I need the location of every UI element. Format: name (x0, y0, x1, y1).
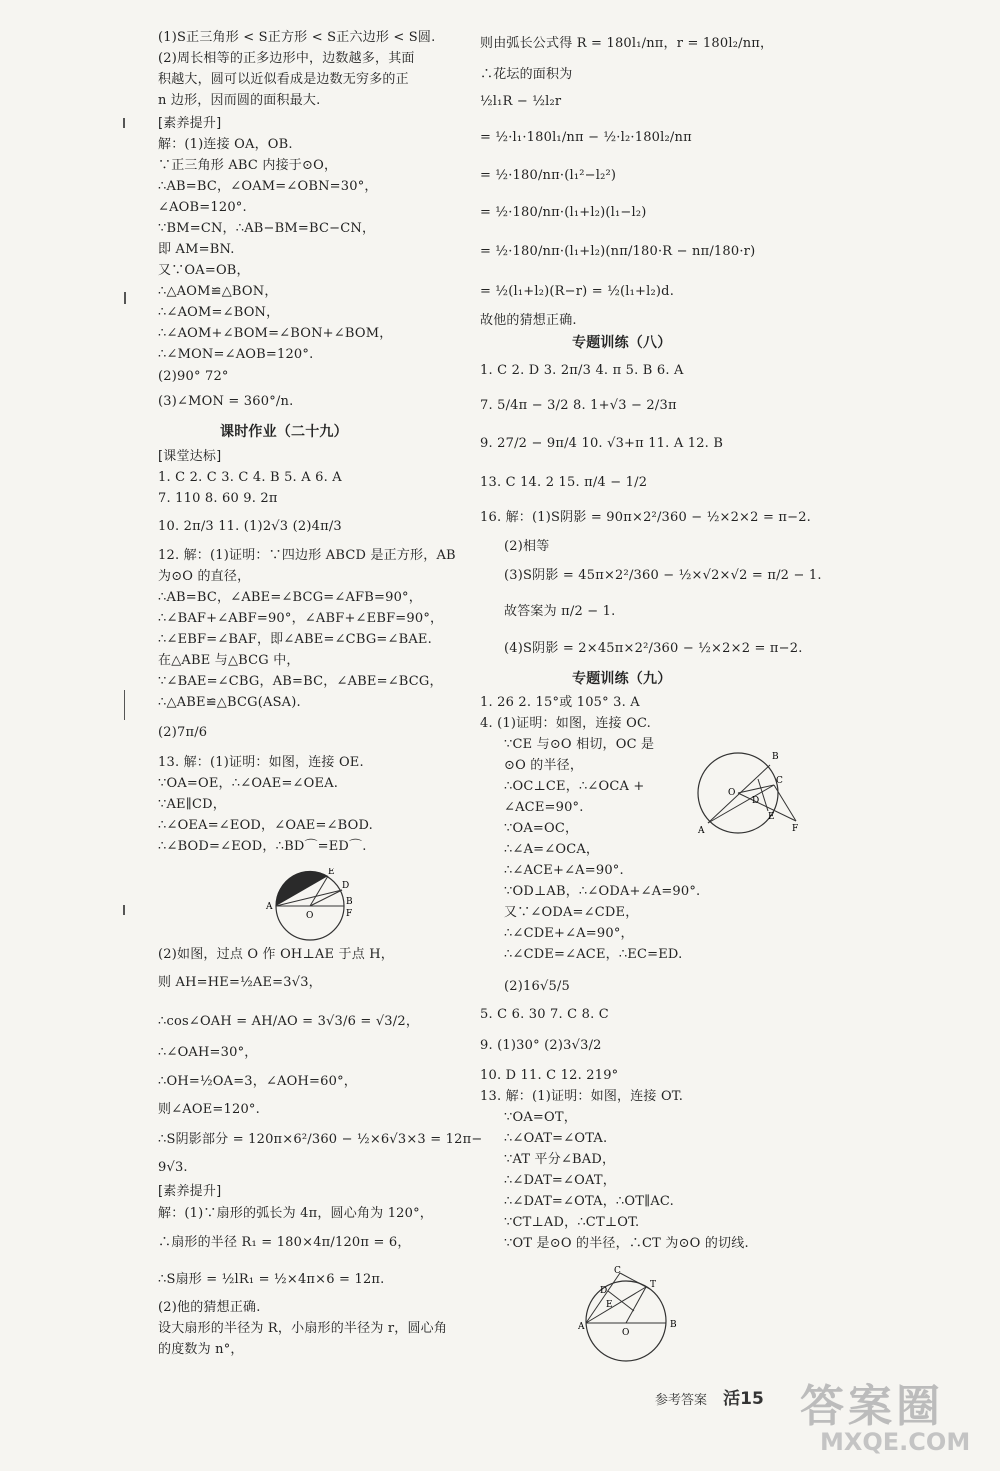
page-number: 活15 (723, 1389, 764, 1409)
answer-line: ∴∠DAT=∠OTA，∴OT∥AC. (504, 1194, 674, 1209)
answer-line: 9. 27/2 − 9π/4 10. √3+π 11. A 12. B (480, 436, 724, 451)
answer-line: = ½·l₁·180l₁/nπ − ½·l₂·180l₂/nπ (480, 130, 692, 145)
fig1-label: D (342, 881, 350, 891)
answer-line: ∴cos∠OAH = AH/AO = 3√3/6 = √3/2， (158, 1014, 420, 1029)
page-footer (655, 1384, 764, 1409)
figure-circle-tangent (688, 745, 804, 841)
fig3-label: T (650, 1280, 657, 1290)
fig3-label: O (622, 1328, 630, 1338)
answer-line: 为⊙O 的直径， (158, 569, 251, 584)
fig2-label: A (698, 826, 705, 836)
answer-line: 解：(1)∵扇形的弧长为 4π，圆心角为 120°， (158, 1206, 434, 1221)
footer-label: 参考答案 (655, 1393, 708, 1408)
fig2-label: O (728, 788, 736, 798)
answer-line: 10. D 11. C 12. 219° (480, 1068, 619, 1083)
answer-line: ∴∠CDE=∠ACE，∴EC=ED. (504, 947, 683, 962)
answer-line: ∴△ABE≌△BCG(ASA). (158, 695, 301, 710)
fig2-label: D (752, 796, 760, 806)
watermark-url: MXQE.COM (820, 1428, 971, 1456)
answer-line: 又∵∠ODA=∠CDE， (504, 905, 639, 920)
answer-line: ∴∠EBF=∠BAF，即∠ABE=∠CBG=∠BAE. (158, 632, 432, 647)
answer-line: (4)S阴影 = 2×45π×2²/360 − ½×2×2 = π−2. (504, 641, 803, 656)
fig2-label: B (772, 752, 779, 762)
figure-circle-shaded-segment (258, 868, 358, 942)
answer-line: (1)S正三角形 < S正方形 < S正六边形 < S圆. (158, 30, 436, 45)
answer-line: ∵∠BAE=∠CBG，AB=BC，∠ABE=∠BCG， (158, 674, 443, 689)
answer-line: ∴∠OEA=∠EOD，∠OAE=∠BOD. (158, 818, 374, 833)
answer-line: 9√3. (158, 1160, 188, 1175)
answer-line: ∴∠ACE+∠A=90°. (504, 863, 624, 878)
answer-line: ∵AE∥CD， (158, 797, 226, 812)
answer-line: = ½·180/nπ·(l₁+l₂)(nπ/180·R − nπ/180·r) (480, 244, 756, 259)
answer-line: (3)S阴影 = 45π×2²/360 − ½×√2×√2 = π/2 − 1. (504, 568, 822, 583)
answer-line: n 边形，因而圆的面积最大. (158, 93, 321, 108)
fig3-label: A (578, 1322, 585, 1332)
answer-line: 10. 2π/3 11. (1)2√3 (2)4π/3 (158, 519, 342, 534)
answer-line: 故他的猜想正确. (480, 313, 577, 328)
fig3-label: D (600, 1286, 608, 1296)
section-heading: 课时作业（二十九） (220, 424, 348, 440)
watermark-logo: 答案圈 (800, 1381, 944, 1432)
answer-line: 4. (1)证明：如图，连接 OC. (480, 716, 651, 731)
scan-mark (124, 690, 125, 720)
answer-line: (2)90° 72° (158, 369, 229, 384)
answer-line: 13. 解：(1)证明：如图，连接 OT. (480, 1089, 684, 1104)
answer-line: 1. 26 2. 15°或 105° 3. A (480, 695, 640, 710)
answer-line: 1. C 2. D 3. 2π/3 4. π 5. B 6. A (480, 363, 684, 378)
answer-line: 则 AH=HE=½AE=3√3， (158, 975, 322, 990)
answer-line: (2)16√5/5 (504, 979, 570, 994)
answer-line: ∵正三角形 ABC 内接于⊙O， (158, 158, 338, 173)
fig3-label: B (670, 1320, 677, 1330)
answer-line: (2)周长相等的正多边形中，边数越多，其面 (158, 51, 415, 66)
answer-line: 故答案为 π/2 − 1. (504, 604, 616, 619)
fig2-label: F (792, 824, 799, 834)
answer-line: ∴∠OAH=30°， (158, 1045, 258, 1060)
answer-line: 12. 解：(1)证明：∵四边形 ABCD 是正方形，AB (158, 548, 456, 563)
answer-line: ∴△AOM≌△BON， (158, 284, 278, 299)
fig1-label: E (328, 868, 335, 877)
answer-line: ∵OT 是⊙O 的半径，∴CT 为⊙O 的切线. (504, 1236, 749, 1251)
answer-line: ∠AOB=120°. (158, 200, 247, 215)
answer-line: 9. (1)30° (2)3√3/2 (480, 1038, 602, 1053)
answer-line: 又∵OA=OB， (158, 263, 250, 278)
answer-line: ∵CE 与⊙O 相切，OC 是 (504, 737, 655, 752)
fig1-label: F (346, 909, 353, 919)
answer-line: ∴∠DAT=∠OAT， (504, 1173, 616, 1188)
answer-line: ∴S扇形 = ½lR₁ = ½×4π×6 = 12π. (158, 1272, 385, 1287)
answer-line: (2)相等 (504, 539, 550, 554)
answer-line: ∴AB=BC，∠ABE=∠BCG=∠AFB=90°， (158, 590, 422, 605)
answer-line: 13. C 14. 2 15. π/4 − 1/2 (480, 475, 648, 490)
answer-line: (2)如图，过点 O 作 OH⊥AE 于点 H， (158, 947, 394, 962)
answer-line: 则由弧长公式得 R = 180l₁/nπ，r = 180l₂/nπ， (480, 36, 774, 51)
answer-line: ½l₁R − ½l₂r (480, 94, 562, 109)
answer-line: (2)7π/6 (158, 725, 208, 740)
section-tag: [素养提升] (158, 1184, 222, 1199)
answer-line: 1. C 2. C 3. C 4. B 5. A 6. A (158, 470, 342, 485)
scan-mark (124, 292, 126, 304)
answer-line: 解：(1)连接 OA，OB. (158, 137, 293, 152)
answer-line: ∵BM=CN，∴AB−BM=BC−CN， (158, 221, 376, 236)
section-tag: [素养提升] (158, 116, 222, 131)
answer-line: ∴∠AOM=∠BON， (158, 305, 280, 320)
answer-line: 13. 解：(1)证明：如图，连接 OE. (158, 755, 364, 770)
answer-line: = ½(l₁+l₂)(R−r) = ½(l₁+l₂)d. (480, 284, 675, 299)
section-tag: [课堂达标] (158, 449, 222, 464)
answer-line: ∴花坛的面积为 (480, 67, 573, 82)
answer-line: ∴∠BOD=∠EOD，∴BD⌒=ED⌒. (158, 839, 367, 854)
fig2-label: C (776, 776, 783, 786)
answer-line: 的度数为 n°， (158, 1342, 244, 1357)
answer-line: 积越大，圆可以近似看成是边数无穷多的正 (158, 72, 409, 87)
answer-line: ∠ACE=90°. (504, 800, 584, 815)
fig1-label: A (266, 902, 273, 912)
answer-line: ∵OA=OC， (504, 821, 579, 836)
scan-mark (123, 905, 125, 915)
answer-line: 7. 110 8. 60 9. 2π (158, 491, 278, 506)
answer-line: ∵AT 平分∠BAD， (504, 1152, 616, 1167)
answer-line: (3)∠MON = 360°/n. (158, 394, 294, 409)
answer-line: 设大扇形的半径为 R，小扇形的半径为 r，圆心角 (158, 1321, 448, 1336)
fig3-label: C (614, 1266, 621, 1276)
answer-line: ∴∠AOM+∠BOM=∠BON+∠BOM， (158, 326, 393, 341)
scan-mark (123, 118, 125, 128)
answer-line: ∴∠MON=∠AOB=120°. (158, 347, 314, 362)
answer-line: ∵OD⊥AB，∴∠ODA+∠A=90°. (504, 884, 701, 899)
answer-line: ∴∠OAT=∠OTA. (504, 1131, 608, 1146)
answer-line: 则∠AOE=120°. (158, 1102, 260, 1117)
section-heading: 专题训练（九） (572, 671, 672, 687)
figure-circle-tangent-ct (578, 1265, 690, 1365)
fig3-label: E (606, 1300, 613, 1310)
answer-line: = ½·180/nπ·(l₁+l₂)(l₁−l₂) (480, 205, 647, 220)
watermark (790, 1370, 980, 1465)
fig1-label: B (346, 897, 353, 907)
answer-line: 即 AM=BN. (158, 242, 235, 257)
answer-line: ∴∠CDE+∠A=90°， (504, 926, 634, 941)
fig1-label: O (306, 911, 314, 921)
section-heading: 专题训练（八） (572, 335, 672, 351)
answer-line: ∴∠BAF+∠ABF=90°，∠ABF+∠EBF=90°， (158, 611, 444, 626)
answer-line: ∴OH=½OA=3，∠AOH=60°， (158, 1074, 357, 1089)
answer-line: 7. 5/4π − 3/2 8. 1+√3 − 2/3π (480, 398, 677, 413)
answer-line: ⊙O 的半径， (504, 758, 584, 773)
answer-line: 在△ABE 与△BCG 中， (158, 653, 300, 668)
answer-line: = ½·180/nπ·(l₁²−l₂²) (480, 168, 617, 183)
answer-line: ∴∠A=∠OCA， (504, 842, 600, 857)
answer-line: ∵OA=OT， (504, 1110, 577, 1125)
answer-line: ∴扇形的半径 R₁ = 180×4π/120π = 6， (158, 1235, 411, 1250)
answer-line: ∴AB=BC，∠OAM=∠OBN=30°， (158, 179, 378, 194)
answer-line: ∴S阴影部分 = 120π×6²/360 − ½×6√3×3 = 12π− (158, 1132, 483, 1147)
answer-line: 16. 解：(1)S阴影 = 90π×2²/360 − ½×2×2 = π−2. (480, 510, 812, 525)
answer-line: ∵OA=OE，∴∠OAE=∠OEA. (158, 776, 339, 791)
answer-line: 5. C 6. 30 7. C 8. C (480, 1007, 609, 1022)
fig2-label: E (768, 812, 775, 822)
answer-line: ∴OC⊥CE，∴∠OCA + (504, 779, 645, 794)
answer-line: ∵CT⊥AD，∴CT⊥OT. (504, 1215, 640, 1230)
answer-line: (2)他的猜想正确. (158, 1300, 261, 1315)
